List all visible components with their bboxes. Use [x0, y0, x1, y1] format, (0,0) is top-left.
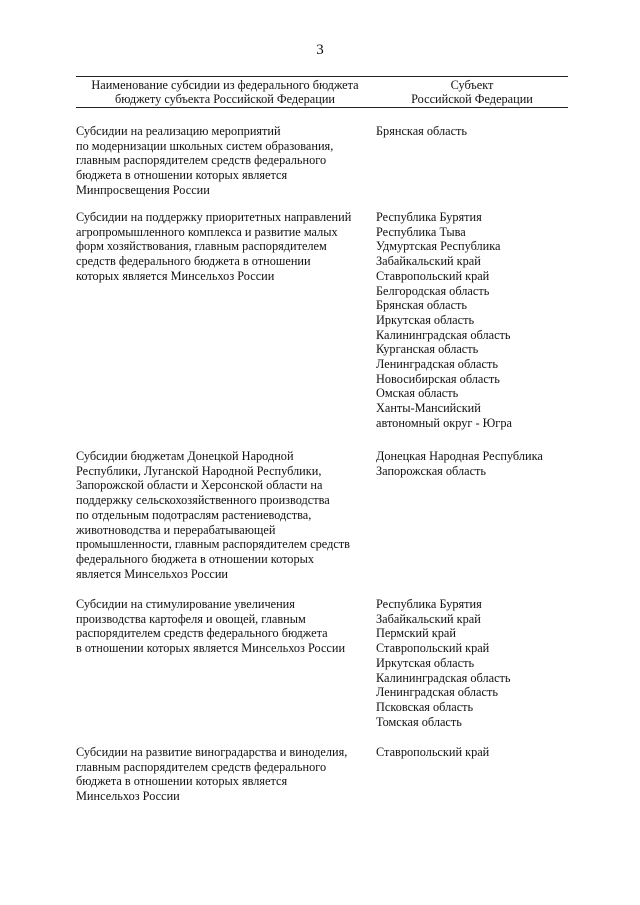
region-name: Новосибирская область — [376, 371, 500, 386]
page-number: 3 — [316, 42, 324, 58]
subsidy-name-line: Субсидии на реализацию мероприятий — [76, 124, 281, 138]
region-cell — [376, 745, 568, 760]
subsidy-name-line: Минпросвещения России — [76, 182, 210, 197]
region-name: Ханты-Мансийский — [376, 401, 481, 416]
subsidy-name-line: производства картофеля и овощей, главным — [76, 611, 306, 626]
subsidy-name-cell — [76, 449, 372, 581]
region-cell — [376, 124, 568, 139]
region-name: Забайкальский край — [376, 611, 481, 626]
region-name: Брянская область — [376, 298, 468, 313]
subsidy-name-line: в отношении которых является Минсельхоз России — [76, 641, 346, 656]
region-cell — [376, 597, 568, 729]
subsidy-name-line: поддержку сельскохозяйственного производства — [76, 493, 330, 508]
subsidy-name-line: главным распорядителем средств федерального — [76, 759, 327, 774]
subsidy-name-line: Запорожской области и Херсонской области на — [76, 478, 323, 493]
header-region-line: Российской Федерации — [411, 92, 533, 106]
region-name: Калининградская область — [376, 327, 511, 342]
subsidy-name-cell — [76, 597, 372, 656]
subsidy-name-line: Субсидии бюджетам Донецкой Народной — [76, 449, 294, 463]
region-cell — [376, 210, 568, 431]
header-region-line: Субъект — [450, 78, 494, 92]
subsidy-name-line: является Минсельхоз России — [76, 566, 228, 581]
subsidy-name-line: по модернизации школьных систем образования, — [76, 138, 334, 153]
region-name: Иркутская область — [376, 312, 475, 327]
subsidy-name-line: бюджета в отношении которых является — [76, 168, 288, 183]
subsidy-name-line: главным распорядителем средств федерального — [76, 153, 327, 168]
subsidy-name-line: средств федерального бюджета в отношении — [76, 254, 311, 269]
header-subsidy-line: Наименование субсидии из федерального бюджета — [91, 78, 359, 92]
table-header — [76, 76, 568, 108]
subsidy-name-line: федерального бюджета в отношении которых — [76, 551, 315, 566]
subsidy-name-line: бюджета в отношении которых является — [76, 774, 288, 789]
subsidy-name-line: Минсельхоз России — [76, 789, 180, 804]
header-region — [376, 78, 568, 106]
subsidy-name-line: агропромышленного комплекса и развитие малых — [76, 224, 338, 239]
region-name: Калининградская область — [376, 670, 511, 685]
subsidy-name-cell — [76, 210, 372, 284]
subsidy-name-line: распорядителем средств федерального бюджета — [76, 626, 328, 641]
region-name: Ставропольский край — [376, 268, 490, 283]
region-name: Ставропольский край — [376, 745, 490, 759]
region-name: Забайкальский край — [376, 254, 481, 269]
region-name: Томская область — [376, 714, 462, 729]
region-name: Пермский край — [376, 626, 456, 641]
region-cell — [376, 449, 568, 478]
subsidy-name-line: Субсидии на поддержку приоритетных направлений — [76, 210, 352, 224]
subsidy-name-line: промышленности, главным распорядителем средств — [76, 537, 350, 552]
region-name: Курганская область — [376, 342, 479, 357]
region-name: Ленинградская область — [376, 357, 498, 372]
subsidy-name-line: форм хозяйствования, главным распорядителем — [76, 239, 327, 254]
header-subsidy-line: бюджету субъекта Российской Федерации — [115, 92, 335, 106]
region-name: Ставропольский край — [376, 641, 490, 656]
region-name: Ленинградская область — [376, 685, 498, 700]
region-name: Донецкая Народная Республика — [376, 449, 543, 463]
header-subsidy-name — [76, 78, 374, 106]
region-name: Республика Тыва — [376, 224, 466, 239]
subsidy-name-line: которых является Минсельхоз России — [76, 268, 275, 283]
subsidy-name-line: Субсидии на развитие виноградарства и виноделия, — [76, 745, 348, 759]
region-name: Брянская область — [376, 124, 468, 138]
subsidy-name-line: животноводства и перерабатывающей — [76, 522, 276, 537]
region-name: Иркутская область — [376, 655, 475, 670]
region-name: Удмуртская Республика — [376, 239, 501, 254]
subsidy-name-cell — [76, 124, 372, 198]
subsidy-name-line: по отдельным подотраслям растениеводства, — [76, 507, 312, 522]
region-name: Республика Бурятия — [376, 210, 482, 224]
region-name: Псковская область — [376, 699, 474, 714]
region-name: Республика Бурятия — [376, 597, 482, 611]
subsidy-name-line: Субсидии на стимулирование увеличения — [76, 597, 295, 611]
region-name: Запорожская область — [376, 463, 487, 478]
region-name: Белгородская область — [376, 283, 490, 298]
region-name: автономный округ - Югра — [376, 415, 512, 430]
subsidy-name-line: Республики, Луганской Народной Республики, — [76, 463, 322, 478]
subsidy-name-cell — [76, 745, 372, 804]
region-name: Омская область — [376, 386, 459, 401]
